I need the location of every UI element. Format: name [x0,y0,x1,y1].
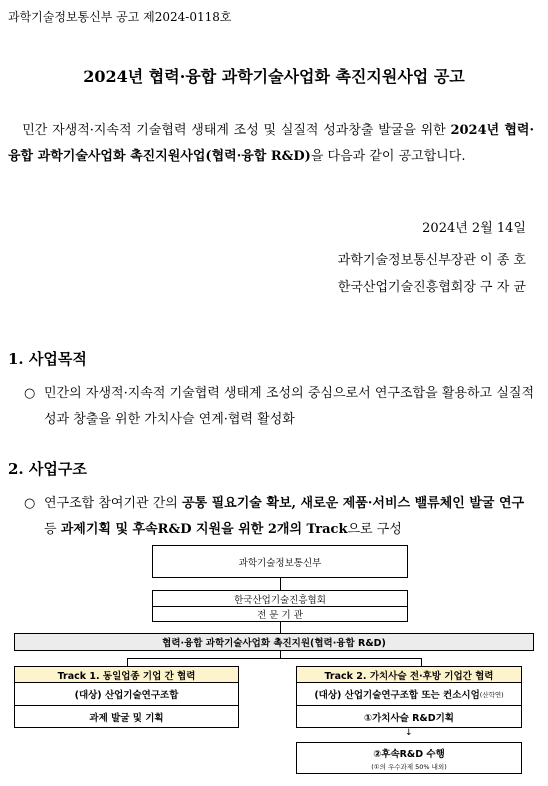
down-arrow-icon: ↓ [405,728,413,738]
section-1-heading: 1. 사업목적 [8,350,87,368]
connector-track1 [127,658,128,666]
agency-role: 전 문 기 관 [257,610,303,621]
section-2-bold-2: 과제기획 및 후속R&D 지원을 위한 2개의 Track [60,522,348,537]
notice-number: 과학기술정보통신부 공고 제2024-0118호 [8,10,232,24]
connector-agency-program [280,622,281,633]
section-2-text [44,491,534,543]
section-2-text-1: 연구조합 참여기관 간의 [44,496,182,511]
agency-name: 한국산업기술진흥협회 [234,594,326,606]
intro-text-2: 을 다음과 같이 공고합니다. [310,149,466,164]
track2-title-box [296,666,522,683]
section-1-text: 민간의 자생적·지속적 기술협력 생태계 조성의 중심으로서 연구조합을 활용하고 실질적 성과 창출을 위한 가치사슬 연계·협력 활성화 [44,386,534,427]
track2-target-box [296,683,522,706]
intro-text-1: 민간 자생적·지속적 기술협력 생태계 조성 및 실질적 성과창출 발굴을 위한 [22,123,451,138]
track2-step2-box [296,742,522,774]
track2-step2-note: (①의 우수과제 50% 내외) [371,762,447,771]
intro-paragraph [8,118,534,170]
page-title: 2024년 협력·융합 과학기술사업화 촉진지원사업 공고 [83,67,465,86]
section-2-bullet: ○ [24,496,36,511]
section-2-heading: 2. 사업구조 [8,460,87,478]
track2-target-note: (산학연) [479,690,504,699]
ministry-label: 과학기술정보통신부 [238,557,322,569]
section-1-bullet: ○ [24,386,36,401]
section-2-text-2: 등 [44,522,61,537]
track2-target: (대상) 산업기술연구조합 또는 컨소시엄 [314,690,480,701]
track1-target-box [14,683,239,706]
track1-title: Track 1. 동일업종 기업 간 협력 [57,670,196,682]
track1-title-box [14,666,239,683]
track1-target: (대상) 산업기술연구조합 [74,690,179,701]
track1-task-box [14,706,239,728]
signature-minister: 과학기술정보통신부장관 이 종 호 [337,253,526,268]
agency-role-box [152,606,408,622]
program-label: 협력·융합 과학기술사업화 촉진지원(협력·융합 R&D) [162,638,386,649]
intro-program-name: 2024년 협력·융합 과학기술사업화 촉진지원사업(협력·융합 R&D) [8,123,534,164]
ministry-box [152,545,408,578]
connector-ministry-agency [280,578,281,590]
announcement-date: 2024년 2월 14일 [422,221,526,236]
track2-step1-box [296,706,522,728]
agency-name-box [152,590,408,606]
program-box [14,633,534,651]
track2-title: Track 2. 가치사슬 전·후방 기업간 협력 [324,670,494,682]
signature-association: 한국산업기술진흥협회장 구 자 균 [337,280,526,295]
track2-step2: ②후속R&D 수행 [373,748,445,760]
connector-horizontal [127,658,422,659]
track2-step1: ①가치사슬 R&D기획 [364,712,454,724]
section-2-bold-1: 공통 필요기술 확보, 새로운 제품·서비스 밸류체인 발굴 연구 [181,496,525,511]
connector-track2 [421,658,422,666]
section-2-text-3: 으로 구성 [347,522,402,537]
track1-task: 과제 발굴 및 기획 [89,712,164,724]
